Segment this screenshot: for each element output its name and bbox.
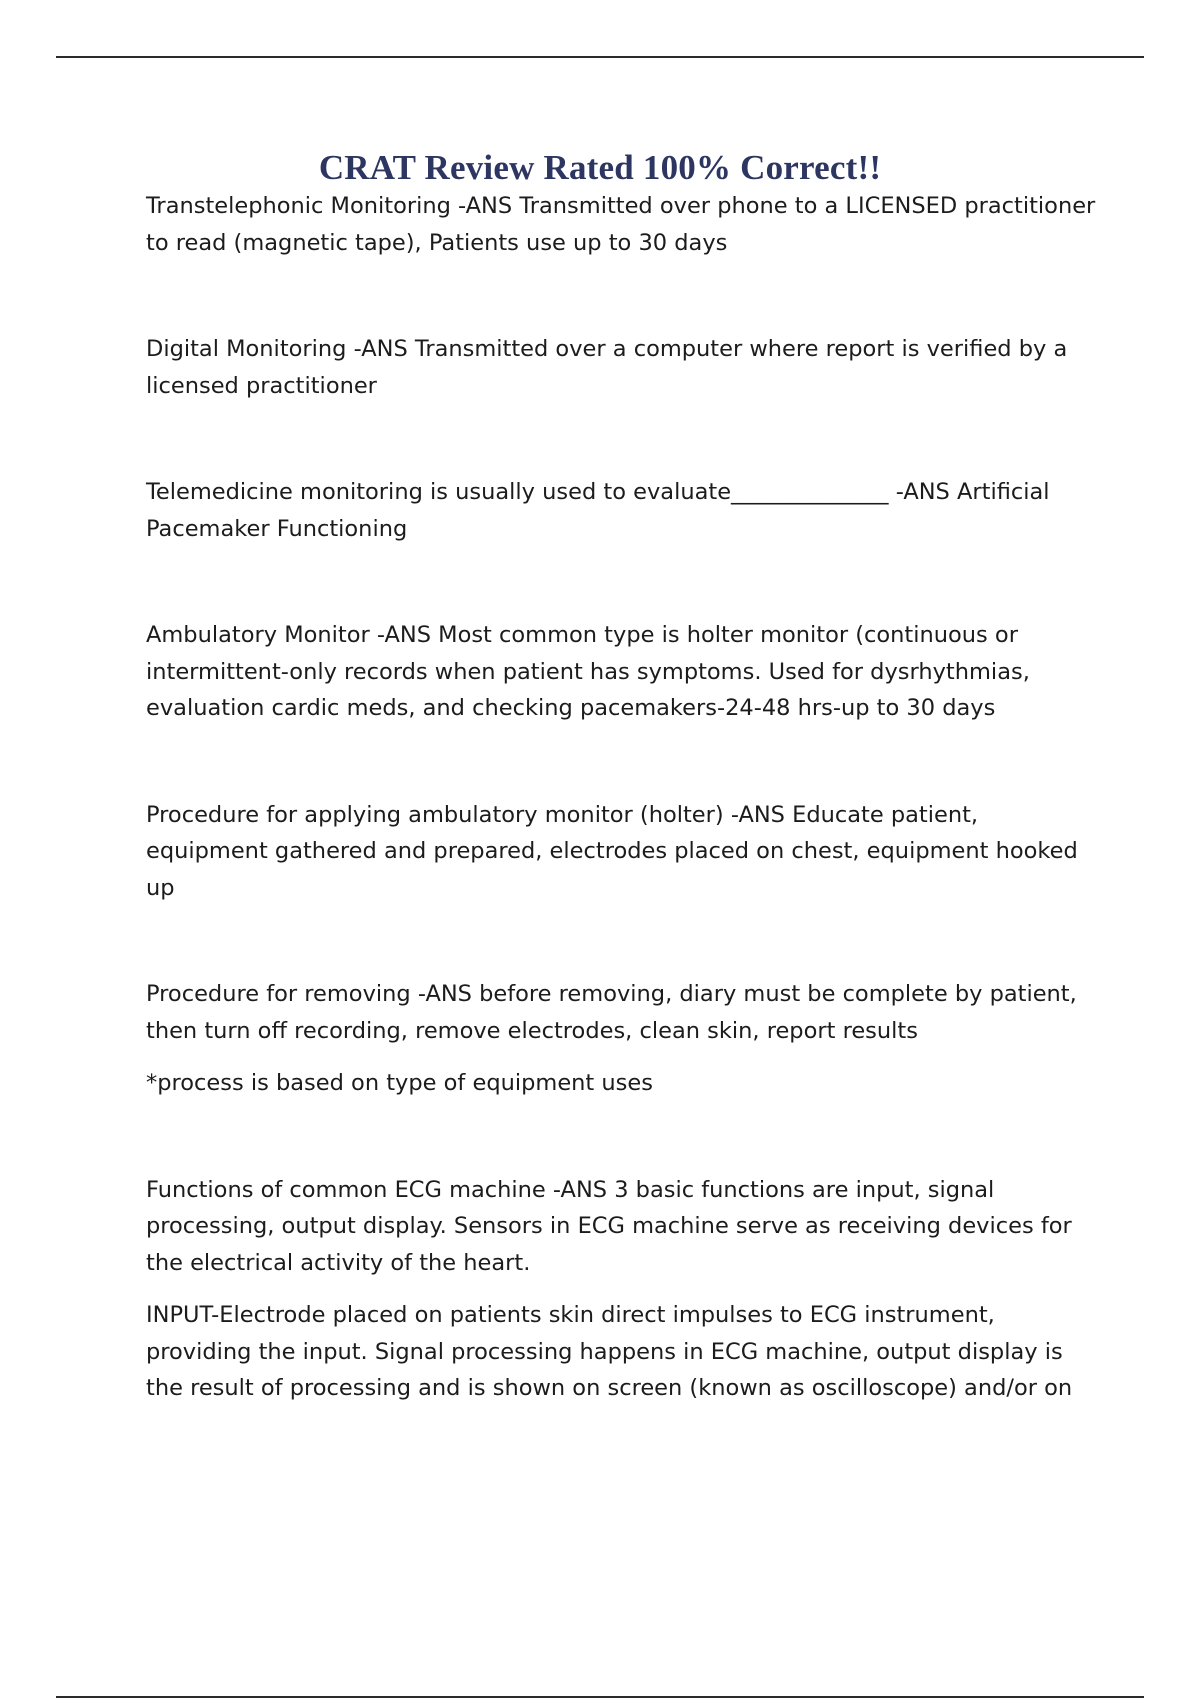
- paragraph-input-electrode: INPUT-Electrode placed on patients skin direct impulses to ECG instrument, providing the input. Signal processing happens in ECG machine, output display is the result of processing and is shown on screen (known as oscilloscope) and/or on: [146, 1302, 1073, 1401]
- qa-transtelephonic-monitoring: Transtelephonic Monitoring -ANS Transmitted over phone to a LICENSED practitioner to read (magnetic tape), Patients use up to 30 days: [146, 193, 1096, 256]
- qa-digital-monitoring: Digital Monitoring -ANS Transmitted over a computer where report is verified by a licensed practitioner: [146, 336, 1068, 399]
- bottom-rule: [56, 1696, 1144, 1698]
- qa-ambulatory-monitor: Ambulatory Monitor -ANS Most common type is holter monitor (continuous or intermittent-only records when patient has symptoms. Used for dysrhythmias, evaluation cardic meds, and checking pacemakers-24-48 hrs-up to 30 days: [146, 622, 1030, 721]
- document-title: CRAT Review Rated 100% Correct!!: [318, 148, 882, 187]
- document-body: [146, 188, 1096, 1407]
- qa-ecg-machine-functions: Functions of common ECG machine -ANS 3 basic functions are input, signal processing, output display. Sensors in ECG machine serve as receiving devices for the electrical activity of the heart.: [146, 1176, 1072, 1276]
- top-rule: [56, 56, 1144, 58]
- note-process-equipment: *process is based on type of equipment uses: [146, 1070, 653, 1096]
- qa-removing-procedure: Procedure for removing -ANS before removing, diary must be complete by patient, then turn off recording, remove electrodes, clean skin, report results: [146, 981, 1077, 1044]
- qa-applying-ambulatory-monitor: Procedure for applying ambulatory monitor (holter) -ANS Educate patient, equipment gathered and prepared, electrodes placed on chest, equipment hooked up: [146, 801, 1078, 901]
- qa-telemedicine-monitoring: Telemedicine monitoring is usually used to evaluate______________ -ANS Artificial Pacemaker Functioning: [146, 479, 1050, 542]
